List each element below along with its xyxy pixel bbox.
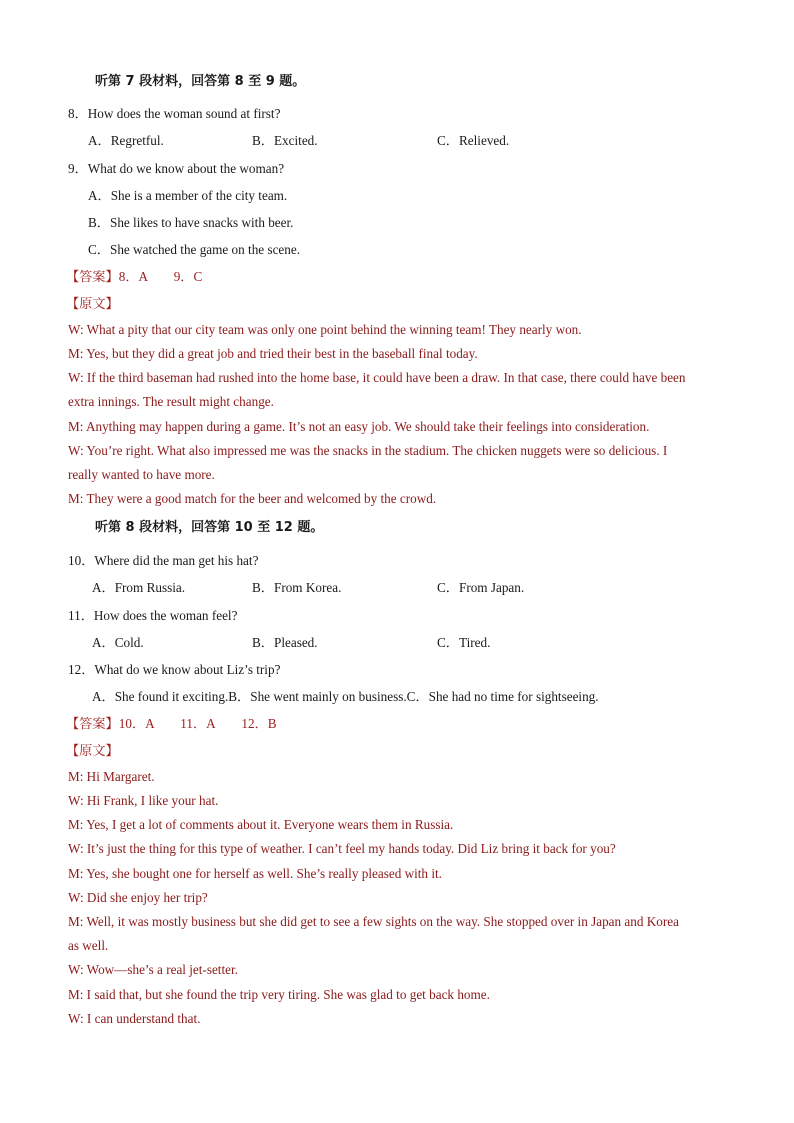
answer-row-8 [66, 716, 277, 732]
answer-values: 8．A 9．C [118, 269, 203, 284]
question-10-option-b: B．From Korea. [252, 580, 342, 595]
transcript-line: W: What a pity that our city team was only one point behind the winning team! They nearly won. [68, 322, 582, 337]
source-label: 【原文】 [66, 296, 119, 311]
question-8-stem: 8．How does the woman sound at first? [68, 106, 281, 121]
question-11-option-b: B．Pleased. [252, 635, 318, 650]
answer-row-7 [66, 269, 202, 285]
question-11-stem: 11．How does the woman feel? [68, 608, 238, 623]
transcript-line: M: They were a good match for the beer and welcomed by the crowd. [68, 491, 437, 506]
question-9-option-a: A．She is a member of the city team. [88, 188, 288, 203]
transcript-line: M: Anything may happen during a game. It’s not an easy job. We should take their feelings into consideration. [68, 419, 650, 434]
transcript-line: W: I can understand that. [68, 1011, 201, 1026]
section-8-heading: 听第 8 段材料，回答第 10 至 12 题。 [95, 520, 324, 535]
question-11-option-a: A．Cold. [92, 635, 144, 650]
section-7-heading: 听第 7 段材料，回答第 8 至 9 题。 [95, 74, 306, 89]
transcript-line: W: You’re right. What also impressed me was the snacks in the stadium. The chicken nuggets were so delicious. I [68, 443, 668, 458]
question-12-options: A．She found it exciting.B．She went mainly on business.C．She had no time for sightseeing. [92, 689, 599, 704]
transcript-line: M: Yes, she bought one for herself as well. She’s really pleased with it. [68, 866, 442, 881]
answer-label: 【答案】 [66, 716, 119, 731]
transcript-line: W: Hi Frank, I like your hat. [68, 793, 219, 808]
source-label: 【原文】 [66, 743, 119, 758]
question-9-stem: 9．What do we know about the woman? [68, 161, 285, 176]
question-8-option-b: B．Excited. [252, 133, 318, 148]
question-10-option-a: A．From Russia. [92, 580, 186, 595]
question-12-stem: 12．What do we know about Liz’s trip? [68, 662, 281, 677]
transcript-line: M: Well, it was mostly business but she did get to see a few sights on the way. She stopped over in Japan and Korea [68, 914, 679, 929]
transcript-line: M: Hi Margaret. [68, 769, 155, 784]
answer-values: 10．A 11．A 12．B [118, 716, 277, 731]
question-10-option-c: C．From Japan. [437, 580, 525, 595]
transcript-line: W: Did she enjoy her trip? [68, 890, 208, 905]
transcript-line: as well. [68, 938, 109, 953]
transcript-line: W: It’s just the thing for this type of weather. I can’t feel my hands today. Did Liz bring it back for you? [68, 841, 616, 856]
transcript-line: M: Yes, but they did a great job and tried their best in the baseball final today. [68, 346, 478, 361]
question-10-stem: 10．Where did the man get his hat? [68, 553, 259, 568]
question-9-option-b: B．She likes to have snacks with beer. [88, 215, 294, 230]
transcript-line: M: Yes, I get a lot of comments about it. Everyone wears them in Russia. [68, 817, 454, 832]
answer-label: 【答案】 [66, 269, 119, 284]
transcript-line: W: If the third baseman had rushed into the home base, it could have been a draw. In that case, there could have been [68, 370, 686, 385]
question-8-option-c: C．Relieved. [437, 133, 510, 148]
question-11-option-c: C．Tired. [437, 635, 491, 650]
question-8-option-a: A．Regretful. [88, 133, 164, 148]
question-9-option-c: C．She watched the game on the scene. [88, 242, 301, 257]
transcript-line: W: Wow—she’s a real jet-setter. [68, 962, 238, 977]
transcript-line: M: I said that, but she found the trip very tiring. She was glad to get back home. [68, 987, 490, 1002]
transcript-line: extra innings. The result might change. [68, 394, 274, 409]
transcript-line: really wanted to have more. [68, 467, 215, 482]
